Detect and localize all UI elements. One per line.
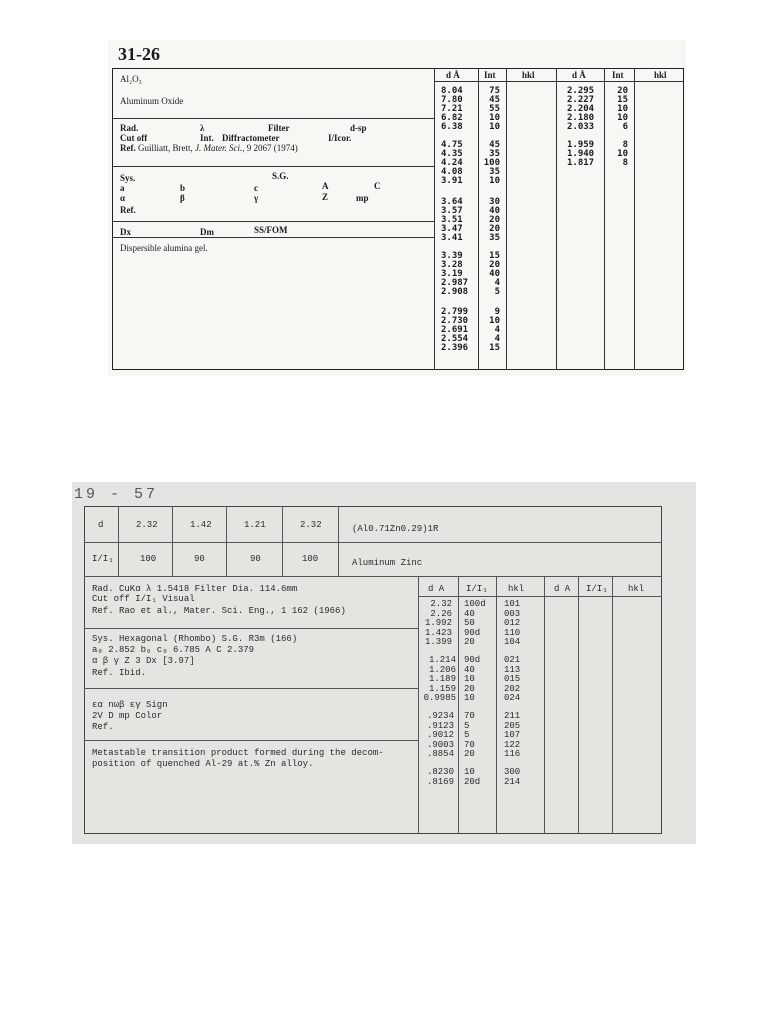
column-rule	[604, 68, 605, 370]
i-values-group: 90d 40 10 20 10	[464, 655, 481, 704]
dx-label: Dx	[120, 227, 131, 237]
alpha-label: α	[120, 193, 126, 203]
d-value: 1.21	[244, 520, 266, 530]
cutoff-line: Cut off I/I₁ Visual	[92, 594, 195, 604]
divider	[84, 628, 418, 629]
divider	[112, 221, 434, 222]
optics-line: εα nωβ εγ Sign	[92, 700, 168, 710]
comment-line: Metastable transition product formed during the decom-	[92, 748, 384, 758]
d-values-group: .9234 .9123 .9012 .9003 .8854	[426, 711, 454, 760]
comment-line: position of quenched Al-29 at.% Zn alloy.	[92, 759, 314, 769]
i-values-group: 70 5 5 70 20	[464, 711, 475, 760]
gamma-label: γ	[254, 193, 259, 203]
ref2-line: Ref. Ibid.	[92, 668, 147, 678]
ssfom-label: SS/FOM	[254, 225, 288, 235]
grid-rule	[172, 506, 173, 576]
column-rule	[478, 68, 479, 370]
divider	[84, 576, 662, 577]
int-values-group: 15 20 40 4 5	[489, 251, 500, 298]
ref-label: Ref.	[120, 143, 136, 153]
ref-line: Ref. Rao et al., Mater. Sci. Eng., 1 162 (1966)	[92, 606, 346, 616]
Z-label: Z	[322, 192, 329, 202]
grid-rule	[226, 506, 227, 576]
d-value: 2.32	[136, 520, 158, 530]
column-rule	[612, 576, 613, 834]
divider	[112, 166, 434, 167]
d-values-group: 2.32 2.26 1.992 1.423 1.399	[424, 599, 452, 648]
card-19-57	[72, 482, 696, 844]
card-number: 19 - 57	[74, 486, 159, 503]
d-values-group: 2.799 2.730 2.691 2.554 2.396	[441, 307, 469, 354]
card-frame	[84, 506, 662, 834]
rad-line: Rad. CuKα λ 1.5418 Filter Dia. 114.6mm	[92, 584, 298, 594]
dsp-label: d-sp	[350, 123, 367, 133]
formula: Al₂O₃	[120, 74, 142, 84]
d-values-group: 2.295 2.227 2.204 2.180 2.033	[567, 86, 595, 133]
card-number: 31-26	[118, 44, 160, 64]
i-value: 90	[194, 554, 205, 564]
divider	[84, 740, 418, 741]
d-label: d	[98, 520, 104, 530]
twov-line: 2V D mp Color	[92, 711, 163, 721]
a-label: a	[120, 183, 125, 193]
sg-label: S.G.	[272, 171, 289, 181]
header-rule	[418, 596, 662, 597]
i-values-group: 100d 40 50 90d 20	[464, 599, 486, 648]
cutoff-label: Cut off	[120, 133, 148, 143]
c-label: c	[254, 183, 258, 193]
header-hkl2: hkl	[628, 584, 645, 594]
compound-name: Aluminum Zinc	[352, 558, 423, 568]
compound-name: Aluminum Oxide	[120, 96, 184, 106]
grid-rule	[338, 506, 339, 576]
divider	[84, 688, 418, 689]
header-int2: Int	[612, 70, 624, 80]
C-label: C	[374, 181, 381, 191]
header-hkl: hkl	[508, 584, 525, 594]
column-rule	[458, 576, 459, 834]
ref-tail: , 9 2067 (1974)	[242, 143, 298, 153]
d-values-group: 1.214 1.206 1.189 1.159 0.9985	[423, 655, 456, 704]
hkl-values-group: 101 003 012 110 104	[504, 599, 521, 648]
d-value: 1.42	[190, 520, 212, 530]
rad-label: Rad.	[120, 123, 139, 133]
iicor-label: I/Icor.	[328, 133, 352, 143]
A-label: A	[322, 181, 329, 191]
i-value: 100	[302, 554, 319, 564]
header-i2: I/I₁	[586, 584, 608, 594]
ref3-line: Ref.	[92, 722, 114, 732]
card-31-26	[108, 40, 686, 376]
ref-journal: J. Mater. Sci.	[195, 143, 243, 153]
i-label: I/I₁	[92, 554, 114, 564]
column-rule	[578, 576, 579, 834]
hkl-values-group: 021 113 015 202 024	[504, 655, 521, 704]
alpha-line: α β γ Z 3 Dx [3.97]	[92, 656, 195, 666]
divider	[112, 118, 434, 119]
header-d2: d Å	[572, 70, 586, 80]
int-values-group: 9 10 4 4 15	[489, 307, 500, 354]
lambda-label: λ	[200, 123, 205, 133]
sys-label: Sys.	[120, 173, 136, 183]
int-values-group: 75 45 55 10 10	[489, 86, 500, 133]
header-d: d Å	[446, 70, 460, 80]
a0-line: a₀ 2.852 b₀ c₀ 6.785 A C 2.379	[92, 645, 255, 655]
header-i: I/I₁	[466, 584, 488, 594]
header-d: d A	[428, 584, 445, 594]
ref-authors: Guilliatt, Brett,	[138, 143, 193, 153]
filter-label: Filter	[268, 123, 290, 133]
header-hkl: hkl	[522, 70, 535, 80]
formula: (Al0.71Zn0.29)1R	[352, 524, 439, 534]
card-frame	[112, 68, 684, 370]
column-rule	[556, 68, 557, 370]
reference	[120, 143, 298, 153]
int-label: Int.	[200, 133, 214, 143]
i-value: 100	[140, 554, 157, 564]
column-rule	[544, 576, 545, 834]
b-label: b	[180, 183, 186, 193]
dm-label: Dm	[200, 227, 214, 237]
divider	[112, 237, 434, 238]
header-hkl2: hkl	[654, 70, 667, 80]
mp-label: mp	[356, 193, 369, 203]
column-rule	[634, 68, 635, 370]
d-values-group: 4.75 4.35 4.24 4.08 3.91	[441, 140, 463, 187]
int-value: Diffractometer	[222, 133, 280, 143]
divider	[84, 542, 662, 543]
i-value: 90	[250, 554, 261, 564]
i-values-group: 10 20d	[464, 767, 481, 787]
int-values-group: 45 35 100 35 10	[483, 140, 500, 187]
ref2-label: Ref.	[120, 205, 136, 215]
d-values-group: .8230 .8169	[426, 767, 454, 787]
d-values-group: 8.04 7.80 7.21 6.82 6.38	[441, 86, 463, 133]
header-int: Int	[484, 70, 496, 80]
d-values-group: 1.959 1.940 1.817	[567, 140, 595, 169]
int-values-group: 8 10 8	[617, 140, 628, 169]
column-rule	[506, 68, 507, 370]
beta-label: β	[180, 193, 185, 203]
int-values-group: 20 15 10 10 6	[617, 86, 628, 133]
hkl-values-group: 300 214	[504, 767, 521, 787]
d-value: 2.32	[300, 520, 322, 530]
hkl-values-group: 211 205 107 122 116	[504, 711, 521, 760]
column-rule	[496, 576, 497, 834]
d-values-group: 3.64 3.57 3.51 3.47 3.41	[441, 197, 463, 244]
grid-rule	[282, 506, 283, 576]
sys-line: Sys. Hexagonal (Rhombo) S.G. R3m (166)	[92, 634, 298, 644]
comment: Dispersible alumina gel.	[120, 243, 208, 253]
grid-rule	[118, 506, 119, 576]
header-rule	[434, 81, 684, 82]
header-d2: d A	[554, 584, 571, 594]
d-values-group: 3.39 3.28 3.19 2.987 2.908	[441, 251, 469, 298]
column-rule	[434, 68, 435, 370]
int-values-group: 30 40 20 20 35	[489, 197, 500, 244]
